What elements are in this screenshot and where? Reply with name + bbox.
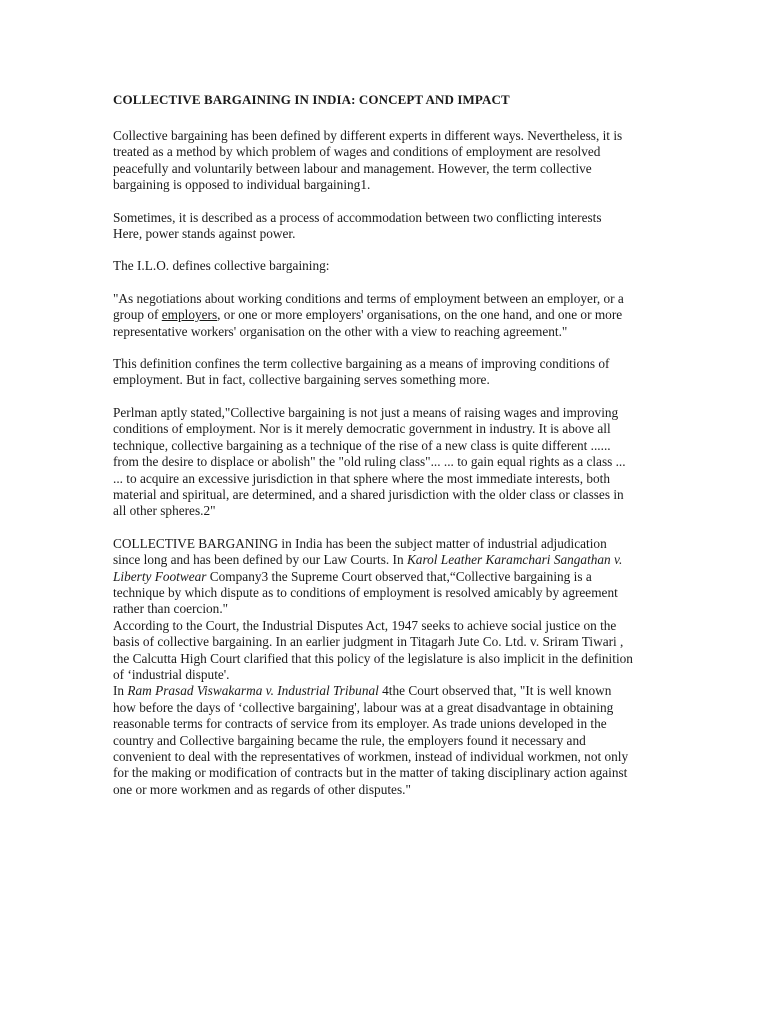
paragraph-confines: This definition confines the term collective bargaining as a means of improving conditions of employment. But in fact, collective bargaining serves something more. [113,356,610,388]
paragraph-ilo-intro: The I.L.O. defines collective bargaining: [113,258,330,274]
paragraph-ilo-quote [113,291,633,340]
paragraph-definition: Collective bargaining has been defined by different experts in different ways. Nevertheless, it is treated as a method by which problem of wages and conditions of employment are resolved peacefully and voluntarily between labour and management. However, the term collective bargaining is opposed to individual bargaining1. [113,128,623,193]
paragraph-india-adjudication [113,536,633,618]
india-text-a: COLLECTIVE BARGANING in India has been the subject matter of industrial adjudication since long and has been defined by our Law Courts. In [113,535,607,568]
case-name-ram-prasad: Ram Prasad Viswakarma v. Industrial Tribunal [127,683,379,699]
paragraph-perlman: Perlman aptly stated,"Collective bargaining is not just a means of raising wages and improving conditions of employment. Nor is it merely democratic government in industry. It is above all technique, collective bargaining as a technique of the rise of a new class is quite different ...... from the desire to displace or abolish" the "old ruling class"... ... to gain equal rights as a class ... ... to acquire an excessive jurisdiction in that sphere where the most immediate interests, both material and spiritual, are determined, and a shared jurisdiction with the older class or classes in all other spheres.2" [113,404,626,519]
ram-prasad-text-b: 4the Court observed that, "It is well known how before the days of ‘collective bargaining', labour was at a great disadvantage in obtaining reasonable terms for contracts of service from its employer. As trade unions developed in the country and Collective bargaining became the rule, the employers found it necessary and convenient to deal with the representatives of workmen, instead of individual workmen, not only for the making or modification of contracts but in the matter of taking disciplinary action against one or more workmen and as regards of other disputes." [113,683,629,797]
paragraph-ram-prasad [113,683,633,798]
ilo-quote-text-b: , or one or more employers' organisations, on the one hand, and one or more representative workers' organisation on the other with a view to reaching agreement." [113,307,623,339]
document-title: COLLECTIVE BARGAINING IN INDIA: CONCEPT AND IMPACT [113,92,510,107]
case-name-karol-leather: Karol Leather Karamchari Sangathan v. Liberty Footwear [113,552,623,584]
paragraph-industrial-disputes-act: According to the Court, the Industrial Disputes Act, 1947 seeks to achieve social justice on the basis of collective bargaining. In an earlier judgment in Titagarh Jute Co. Ltd. v. Sriram Tiwari , the Calcutta High Court clarified that this policy of the legislature is also implicit in the definition of ‘industrial dispute'. [113,617,633,682]
ram-prasad-text-a: In [113,683,128,699]
document-page [113,92,633,798]
paragraph-accommodation: Sometimes, it is described as a process of accommodation between two conflicting interests Here, power stands against power. [113,209,602,242]
ilo-quote-text-a: "As negotiations about working conditions and terms of employment between an employer, or a group of [113,290,624,323]
india-text-b: Company3 the Supreme Court observed that,“Collective bargaining is a technique by which dispute as to conditions of employment is resolved amicably by agreement rather than coercion." [113,568,618,617]
employers-link[interactable]: employers [161,307,218,323]
